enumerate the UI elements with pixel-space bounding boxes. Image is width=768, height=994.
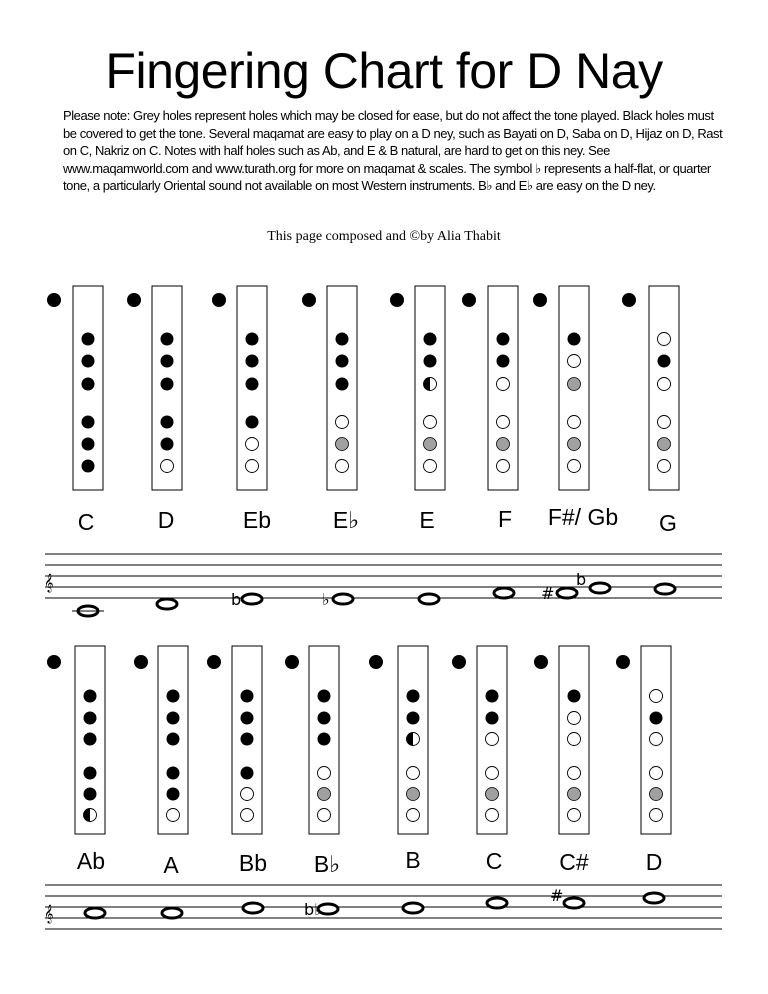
open-hole [658,460,671,473]
note-label: E [419,507,435,533]
thumb-hole [212,293,226,307]
staff-1 [44,554,722,616]
fingering-row-1 [47,286,679,536]
closed-hole [161,416,174,429]
whole-note [644,893,664,903]
whole-note [494,588,514,598]
open-hole [161,460,174,473]
open-hole [568,712,581,725]
open-hole [568,733,581,746]
closed-hole [167,788,180,801]
staff-note [162,908,182,918]
closed-hole [167,690,180,703]
optional-hole [318,788,331,801]
whole-note [242,594,262,604]
open-hole [568,767,581,780]
open-hole [246,438,259,451]
closed-hole [82,460,95,473]
closed-hole [407,690,420,703]
open-hole [167,809,180,822]
closed-hole [336,355,349,368]
note-label: Bb [238,850,268,876]
thumb-hole [47,655,61,669]
closed-hole [318,690,331,703]
thumb-hole [127,293,141,307]
closed-hole [650,712,663,725]
staff-note [157,599,177,609]
closed-hole [246,355,259,368]
staff-note [494,588,514,598]
whole-note [419,594,439,604]
whole-note [157,599,177,609]
open-hole [658,378,671,391]
whole-note [487,898,507,908]
open-hole [658,333,671,346]
staff-note [72,606,104,616]
thumb-hole [533,293,547,307]
open-hole [497,378,510,391]
open-hole [318,767,331,780]
optional-hole [650,788,663,801]
whole-note [590,583,610,593]
closed-hole [161,333,174,346]
closed-hole [167,733,180,746]
closed-hole [486,690,499,703]
fingering-diagram [134,646,188,878]
open-hole [318,809,331,822]
closed-hole [568,333,581,346]
open-hole [650,809,663,822]
whole-note [243,903,263,913]
open-hole [336,460,349,473]
open-hole [497,460,510,473]
open-hole [246,460,259,473]
thumb-hole [285,655,299,669]
optional-hole [568,378,581,391]
fingering-diagram [207,646,267,876]
whole-note [403,903,423,913]
closed-hole [167,712,180,725]
closed-hole [407,712,420,725]
staff-note [231,590,262,609]
closed-hole [241,712,254,725]
thumb-hole [207,655,221,669]
closed-hole [486,712,499,725]
closed-hole [84,690,97,703]
optional-hole [497,438,510,451]
closed-hole [246,333,259,346]
fingering-diagram [452,646,507,874]
staff-2 [44,885,722,929]
closed-hole [82,333,95,346]
optional-hole [486,788,499,801]
instructions-paragraph: Please note: Grey holes represent holes which may be closed for ease, but do not affect the tone played. Black holes must be covered to get the tone. Several maqamat are easy to play on a D ney, such as Bayati on D, Saba on D, Hijaz on D, Rast on C, Nakriz on C. Notes with half holes such as Ab, and E & B natural, are hard to get on this ney. See www.maqamworld.com and www.turath.org for more on maqamat & scales. The symbol ♭ represents a half-flat, or quarter tone, a particularly Oriental sound not available on most Western instruments. B♭ and E♭ are easy on the D ney. [63,108,723,193]
note-label: Ab [76,848,106,874]
sharp-icon: # [550,886,564,905]
open-hole [650,690,663,703]
staff-note [550,886,584,908]
staff-note [85,908,105,918]
thumb-hole [390,293,404,307]
optional-hole [336,438,349,451]
closed-hole [246,416,259,429]
whole-note [162,908,182,918]
note-label: G [659,510,677,536]
open-hole [568,355,581,368]
closed-hole [241,690,254,703]
closed-hole [161,378,174,391]
open-hole [486,733,499,746]
flat-icon: ♭ [322,590,330,609]
page-title: Fingering Chart for D Nay [105,43,663,99]
thumb-hole [452,655,466,669]
open-hole [486,809,499,822]
closed-hole [84,733,97,746]
open-hole [336,416,349,429]
open-hole [241,788,254,801]
thumb-hole [302,293,316,307]
fingering-diagram [369,646,428,873]
whole-note [557,588,577,598]
staff-note [243,903,263,913]
open-hole [568,809,581,822]
open-hole [407,767,420,780]
flat-icon: b♭ [304,900,322,919]
closed-hole [497,333,510,346]
closed-hole [568,690,581,703]
credit-line: This page composed and ©by Alia Thabit [267,229,501,244]
whole-note [85,908,105,918]
closed-hole [424,333,437,346]
note-label: F#/ Gb [547,504,619,530]
closed-hole [161,355,174,368]
closed-hole [84,767,97,780]
staff-note [403,903,423,913]
open-hole [658,416,671,429]
open-hole [241,809,254,822]
fingering-diagram [534,646,589,875]
whole-note [564,898,584,908]
staff-note [419,594,439,604]
fingering-diagram [302,286,359,533]
closed-hole [161,438,174,451]
note-label: D [157,507,175,533]
thumb-hole [622,293,636,307]
fingering-diagram [127,286,182,533]
fingering-diagram [47,646,105,874]
fingering-diagram [285,646,340,877]
note-label: B [405,847,421,873]
note-label: C# [559,849,589,875]
staff-note [322,590,353,609]
note-label: C [77,509,95,535]
closed-hole [658,355,671,368]
closed-hole [82,416,95,429]
open-hole [424,416,437,429]
note-label: C [485,848,503,874]
open-hole [650,767,663,780]
closed-hole [318,712,331,725]
optional-hole [658,438,671,451]
flat-icon: b [231,590,242,609]
staff-note [304,900,338,919]
open-hole [424,460,437,473]
thumb-hole [616,655,630,669]
thumb-hole [134,655,148,669]
closed-hole [84,712,97,725]
note-label: F [497,506,513,532]
optional-hole [568,788,581,801]
fingering-diagram [616,646,671,875]
treble-clef-icon: 𝄞 [44,904,54,923]
thumb-hole [369,655,383,669]
optional-hole [568,438,581,451]
open-hole [497,416,510,429]
closed-hole [336,333,349,346]
closed-hole [84,788,97,801]
open-hole [407,809,420,822]
closed-hole [497,355,510,368]
thumb-hole [534,655,548,669]
staff-note [655,584,675,594]
closed-hole [424,355,437,368]
thumb-hole [462,293,476,307]
closed-hole [336,378,349,391]
closed-hole [318,733,331,746]
closed-hole [82,355,95,368]
fingering-diagram [622,286,679,536]
fingering-diagram [533,286,618,530]
fingering-diagram [390,286,445,533]
staff-note [487,898,507,908]
optional-hole [407,788,420,801]
note-label: B♭ [313,851,341,877]
note-label: E♭ [332,507,360,533]
whole-note [655,584,675,594]
treble-clef-icon: 𝄞 [44,573,54,592]
whole-note [333,594,353,604]
optional-hole [424,438,437,451]
note-label: Eb [242,507,272,533]
fingering-row-2 [47,646,671,878]
note-label: D [645,849,663,875]
open-hole [486,767,499,780]
staff-note [644,893,664,903]
open-hole [650,733,663,746]
closed-hole [241,733,254,746]
note-label: A [163,852,179,878]
closed-hole [82,438,95,451]
fingering-diagram [47,286,103,535]
open-hole [568,416,581,429]
fingering-diagram [212,286,271,533]
closed-hole [167,767,180,780]
thumb-hole [47,293,61,307]
sharp-icon: # [541,584,555,603]
closed-hole [241,767,254,780]
open-hole [568,460,581,473]
fingering-diagram [462,286,518,532]
closed-hole [246,378,259,391]
closed-hole [82,378,95,391]
flat-icon: b [576,570,587,589]
